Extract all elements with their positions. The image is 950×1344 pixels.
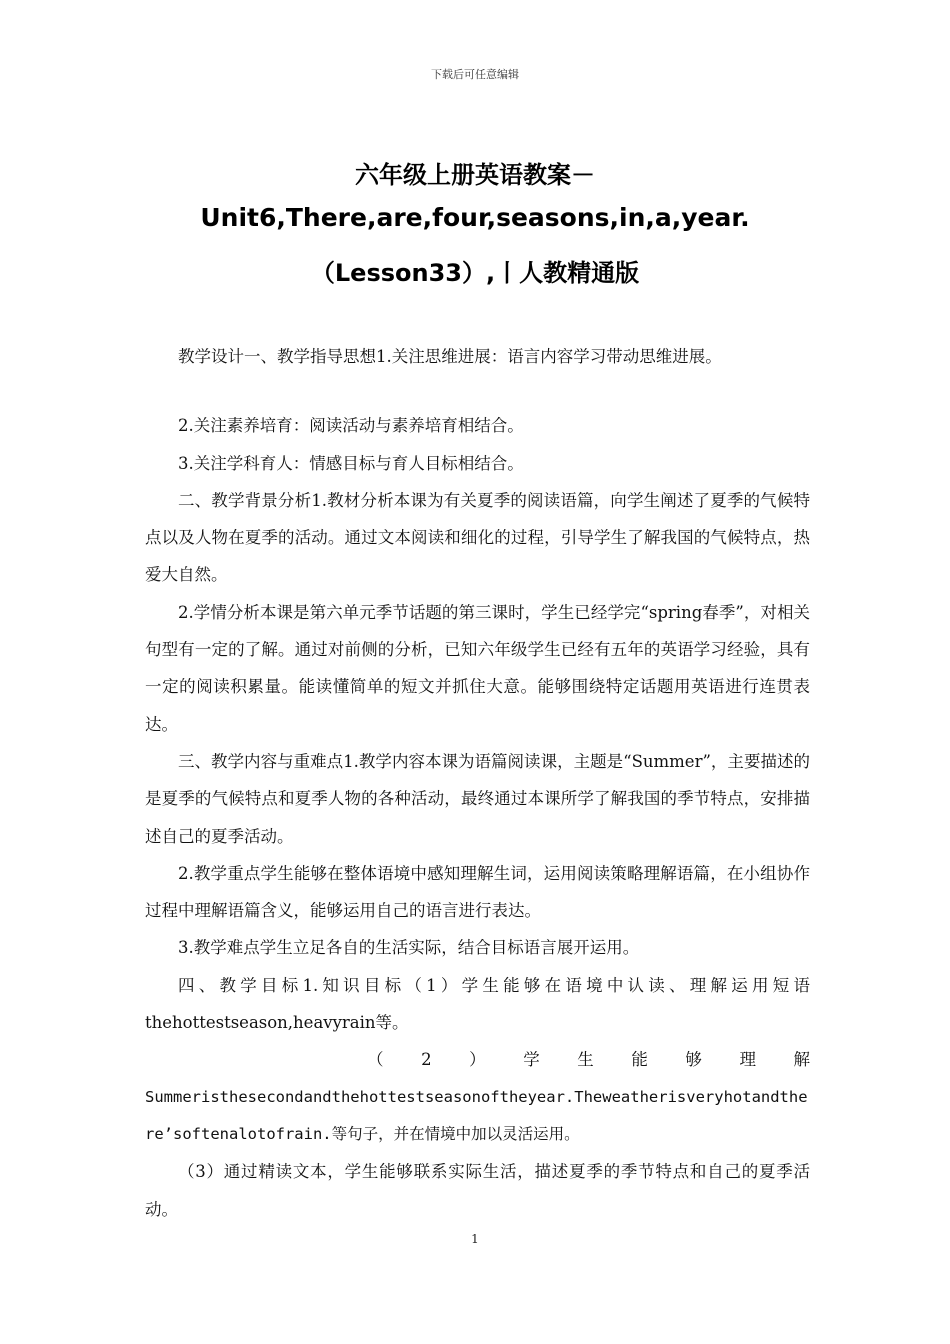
paragraph-learner-analysis: 2.学情分析本课是第六单元季节话题的第三课时，学生已经学完“spring春季”，对相关句型有一定的了解。通过对前侧的分析，已知六年级学生已经有五年的英语学习经验，具有一定的阅读积累量。能读懂简单的短文并抓住大意。能够围绕特定话题用英语进行连贯表达。 bbox=[145, 602, 810, 734]
spread-char: 理 bbox=[739, 1050, 756, 1070]
spread-char: 学 bbox=[523, 1050, 540, 1070]
paragraph-education: 3.关注学科育人：情感目标与育人目标相结合。 bbox=[178, 453, 524, 473]
page-header: 下载后可任意编辑 bbox=[431, 68, 519, 81]
spread-char: 能 bbox=[631, 1050, 648, 1070]
objective-2-heading bbox=[145, 1041, 810, 1078]
title-line-1: 六年级上册英语教案－ bbox=[355, 161, 595, 189]
document-body bbox=[145, 338, 810, 1228]
title-line-2: Unit6,There,are,four,seasons,in,a,year. bbox=[200, 203, 750, 232]
title-line-3: （Lesson33）,丨人教精通版 bbox=[310, 259, 640, 287]
paragraph-design-overview: 教学设计一、教学指导思想1.关注思维进展：语言内容学习带动思维进展。 bbox=[178, 347, 722, 366]
spread-char: 生 bbox=[577, 1050, 594, 1070]
spread-char: （ bbox=[367, 1050, 384, 1070]
page-number: 1 bbox=[471, 1232, 479, 1246]
objective-2-text: Summeristhesecondandthehottestseasonoftheyear.Theweatherisveryhotandthere’softenalotofrain.等句子，并在情境中加以灵活运用。 bbox=[145, 1087, 808, 1143]
spread-char: 够 bbox=[685, 1050, 702, 1070]
spread-char: 2 bbox=[421, 1050, 432, 1070]
paragraph-key-points: 2.教学重点学生能够在整体语境中感知理解生词，运用阅读策略理解语篇，在小组协作过程中理解语篇含义，能够运用自己的语言进行表达。 bbox=[145, 863, 810, 921]
paragraph-literacy: 2.关注素养培育：阅读活动与素养培育相结合。 bbox=[178, 416, 524, 436]
paragraph-objective-3: （3）通过精读文本，学生能够联系实际生活，描述夏季的季节特点和自己的夏季活动。 bbox=[145, 1162, 810, 1219]
paragraph-content: 三、教学内容与重难点1.教学内容本课为语篇阅读课，主题是“Summer”，主要描述的是夏季的气候特点和夏季人物的各种活动，最终通过本课所学了解我国的季节特点，安排描述自己的夏季活动。 bbox=[145, 751, 810, 846]
spread-char: ） bbox=[469, 1050, 486, 1070]
paragraph-objectives: 四、教学目标1.知识目标（1）学生能够在语境中认读、理解运用短语thehottestseason,heavyrain等。 bbox=[145, 975, 810, 1033]
paragraph-difficulty: 3.教学难点学生立足各自的生活实际，结合目标语言展开运用。 bbox=[178, 938, 640, 958]
spread-char: 解 bbox=[793, 1050, 810, 1070]
paragraph-background: 二、教学背景分析1.教材分析本课为有关夏季的阅读语篇，向学生阐述了夏季的气候特点以及人物在夏季的活动。通过文本阅读和细化的过程，引导学生了解我国的气候特点，热爱大自然。 bbox=[145, 490, 810, 585]
